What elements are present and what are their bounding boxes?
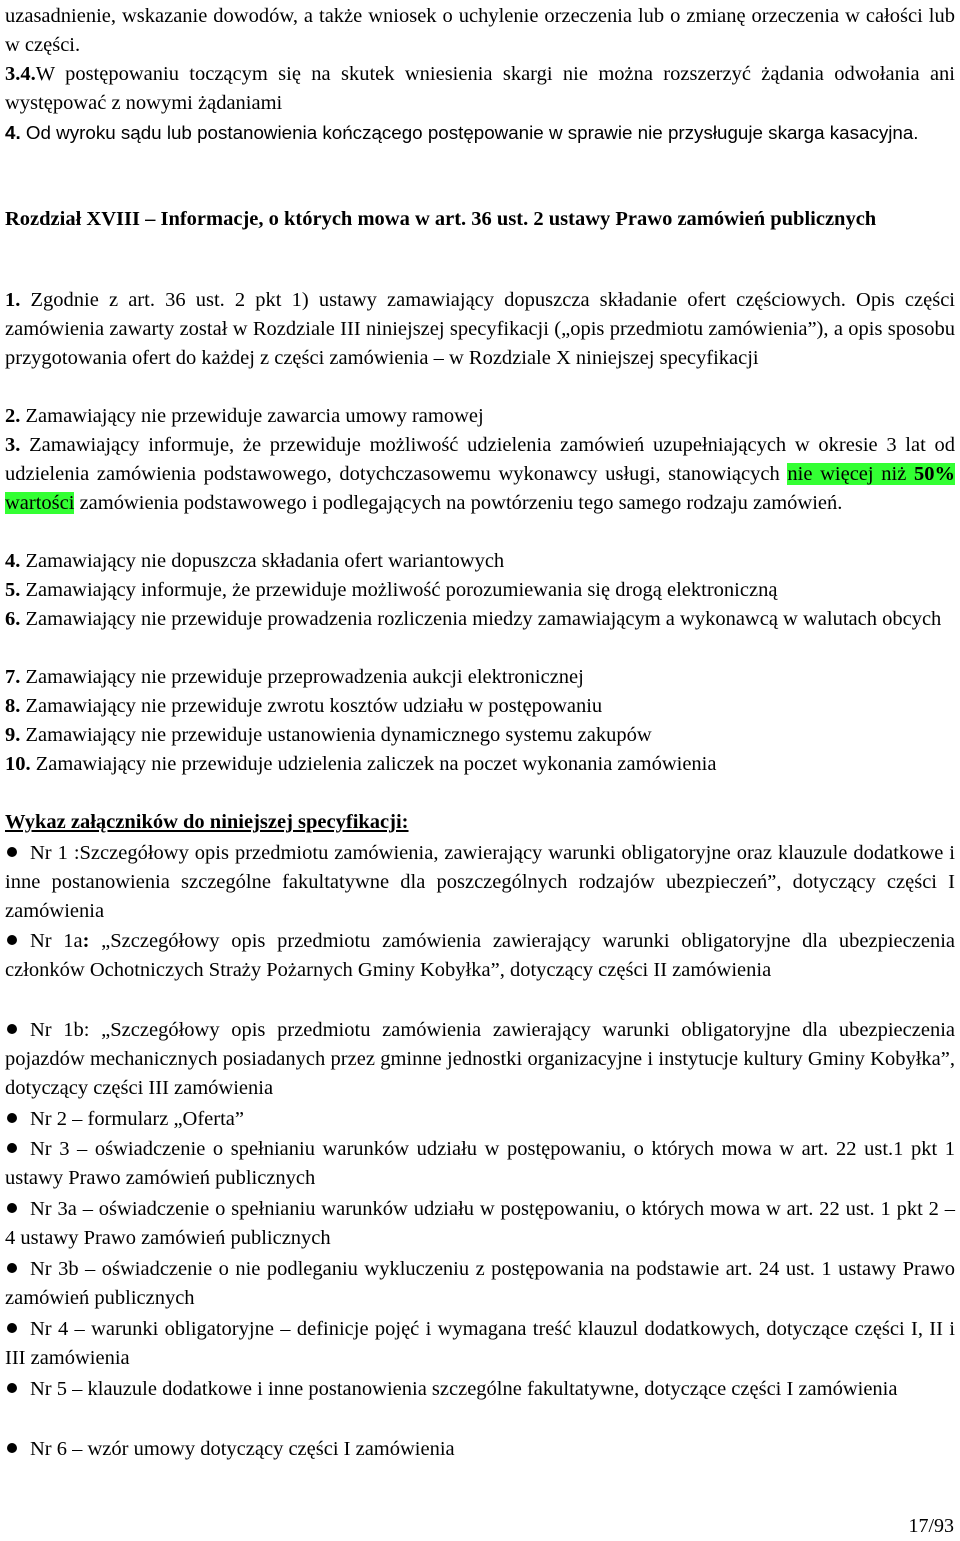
item-text: Zamawiający nie przewiduje ustanowienia dynamicznego systemu zakupów <box>20 724 652 746</box>
item-number: 10. <box>5 753 31 775</box>
item-number: 2. <box>5 405 21 427</box>
info-item-10 <box>5 750 955 779</box>
bullet-icon <box>7 1443 17 1453</box>
bullet-icon <box>7 1383 17 1393</box>
bullet-icon <box>7 935 17 945</box>
attachment-item <box>5 1195 955 1253</box>
info-item-3 <box>5 431 955 518</box>
page-number: 17/93 <box>908 1515 954 1537</box>
paragraph-text: uzasadnienie, wskazanie dowodów, a także wniosek o uchylenie orzeczenia lub o zmianę orzeczenia w całości lub w części. <box>5 5 955 56</box>
paragraph-4-cassation <box>5 118 955 147</box>
info-item-8 <box>5 692 955 721</box>
item-number: 9. <box>5 724 21 746</box>
item-text: Zamawiający nie przewiduje udzielenia zaliczek na poczet wykonania zamówienia <box>30 753 717 775</box>
paragraph-text: Od wyroku sądu lub postanowienia kończącego postępowanie w sprawie nie przysługuje skarga kasacyjna. <box>20 122 919 143</box>
attachment-item <box>5 1255 955 1313</box>
highlight-percent: 50% <box>913 463 955 485</box>
paragraph-text: W postępowaniu toczącym się na skutek wniesienia skargi nie można rozszerzyć żądania odwołania ani występować z nowymi żądaniami <box>5 63 955 114</box>
attachment-text: „Szczegółowy opis przedmiotu zamówienia zawierający warunki obligatoryjne dla ubezpieczenia członków Ochotniczych Straży Pożarnych Gminy Kobyłka”, dotyczący części II zamówienia <box>5 930 955 981</box>
item-text: Zamawiający informuje, że przewiduje możliwość porozumiewania się drogą elektroniczną <box>20 579 778 601</box>
bullet-icon <box>7 1143 17 1153</box>
item-text: Zgodnie z art. 36 ust. 2 pkt 1) ustawy zamawiający dopuszcza składanie ofert częściowych. Opis części zamówienia zawarty został w Rozdziale III niniejszej specyfikacji („opis przedmiotu zamówienia”), a opis sposobu przygotowania ofert do każdej z części zamówienia – w Rozdziale X niniejszej specyfikacji <box>5 289 955 369</box>
chapter-heading: Rozdział XVIII – Informacje, o których mowa w art. 36 ust. 2 ustawy Prawo zamówień publicznych <box>5 208 877 230</box>
item-number: 1. <box>5 289 21 311</box>
bullet-icon <box>7 847 17 857</box>
bullet-icon <box>7 1263 17 1273</box>
item-text: Zamawiający nie przewiduje zawarcia umowy ramowej <box>20 405 484 427</box>
item-number: 6. <box>5 608 21 630</box>
item-text: Zamawiający informuje, że przewiduje możliwość udzielenia zamówień uzupełniających w okresie 3 lat od udzielenia zamówienia podstawowego, dotychczasowemu wykonawcy usługi, stanowiących <box>5 434 955 485</box>
bullet-icon <box>7 1024 17 1034</box>
item-text: Zamawiający nie dopuszcza składania ofert wariantowych <box>20 550 505 572</box>
attachment-item <box>5 1435 955 1464</box>
info-item-9 <box>5 721 955 750</box>
item-number: 7. <box>5 666 21 688</box>
info-item-1 <box>5 286 955 373</box>
attachment-text: Nr 3a – oświadczenie o spełnianiu warunków udziału w postępowaniu, o których mowa w art. 22 ust. 1 pkt 2 – 4 ustawy Prawo zamówień publicznych <box>5 1198 955 1249</box>
attachment-text: Nr 6 – wzór umowy dotyczący części I zamówienia <box>30 1438 455 1460</box>
info-item-2 <box>5 402 955 431</box>
attachment-text: Nr 5 – klauzule dodatkowe i inne postanowienia szczególne fakultatywne, dotyczące części I zamówienia <box>30 1378 898 1400</box>
attachment-text: Nr 4 – warunki obligatoryjne – definicje pojęć i wymagana treść klauzul dodatkowych, dotyczące części I, II i III zamówienia <box>5 1318 955 1369</box>
item-number: 4. <box>5 550 21 572</box>
bullet-icon <box>7 1113 17 1123</box>
info-item-4 <box>5 547 955 576</box>
attachment-text: Nr 2 – formularz „Oferta” <box>30 1108 244 1130</box>
paragraph-appeal-content <box>5 2 955 60</box>
attachment-item <box>5 927 955 985</box>
item-text: Zamawiający nie przewiduje prowadzenia rozliczenia miedzy zamawiającym a wykonawcą w walutach obcych <box>20 608 942 630</box>
info-item-5 <box>5 576 955 605</box>
attachment-item <box>5 1135 955 1193</box>
attachment-item <box>5 1105 955 1134</box>
highlight-part: wartości <box>5 492 75 514</box>
attachments-heading: Wykaz załączników do niniejszej specyfikacji: <box>5 811 409 833</box>
bullet-icon <box>7 1323 17 1333</box>
item-number: 3. <box>5 434 21 456</box>
attachment-item <box>5 839 955 926</box>
paragraph-3-4 <box>5 60 955 118</box>
attachment-text: Nr 1 :Szczegółowy opis przedmiotu zamówienia, zawierający warunki obligatoryjne oraz klauzule dodatkowe i inne postanowienia szczególne fakultatywne dla poszczególnych rodzajów ubezpieczeń”, dotyczący części I zamówienia <box>5 842 955 922</box>
attachment-text: : <box>82 930 90 952</box>
paragraph-number: 3.4. <box>5 63 36 85</box>
attachment-item <box>5 1016 955 1103</box>
attachment-text: Nr 3 – oświadczenie o spełnianiu warunków udziału w postępowaniu, o których mowa w art. 22 ust.1 pkt 1 ustawy Prawo zamówień publicznych <box>5 1138 955 1189</box>
attachment-text: Nr 3b – oświadczenie o nie podleganiu wykluczeniu z postępowania na podstawie art. 24 ust. 1 ustawy Prawo zamówień publicznych <box>5 1258 955 1309</box>
attachment-item <box>5 1315 955 1373</box>
item-text: Zamawiający nie przewiduje zwrotu kosztów udziału w postępowaniu <box>20 695 603 717</box>
highlight-part: nie więcej niż <box>787 463 914 485</box>
item-text: Zamawiający nie przewiduje przeprowadzenia aukcji elektronicznej <box>20 666 584 688</box>
attachment-item <box>5 1375 955 1404</box>
item-text: zamówienia podstawowego i podlegających na powtórzeniu tego samego rodzaju zamówień. <box>74 492 843 514</box>
info-item-7 <box>5 663 955 692</box>
bullet-icon <box>7 1203 17 1213</box>
attachment-text: Nr 1b: „Szczegółowy opis przedmiotu zamówienia zawierający warunki obligatoryjne dla ubezpieczenia pojazdów mechanicznych posiadanych przez gminne jednostki organizacyjne i instytucje kultury Gminy Kobyłka”, dotyczący części III zamówienia <box>5 1019 955 1099</box>
attachment-text: Nr 1a <box>30 930 83 952</box>
item-number: 8. <box>5 695 21 717</box>
paragraph-number: 4. <box>5 122 21 143</box>
item-number: 5. <box>5 579 21 601</box>
info-item-6 <box>5 605 955 634</box>
